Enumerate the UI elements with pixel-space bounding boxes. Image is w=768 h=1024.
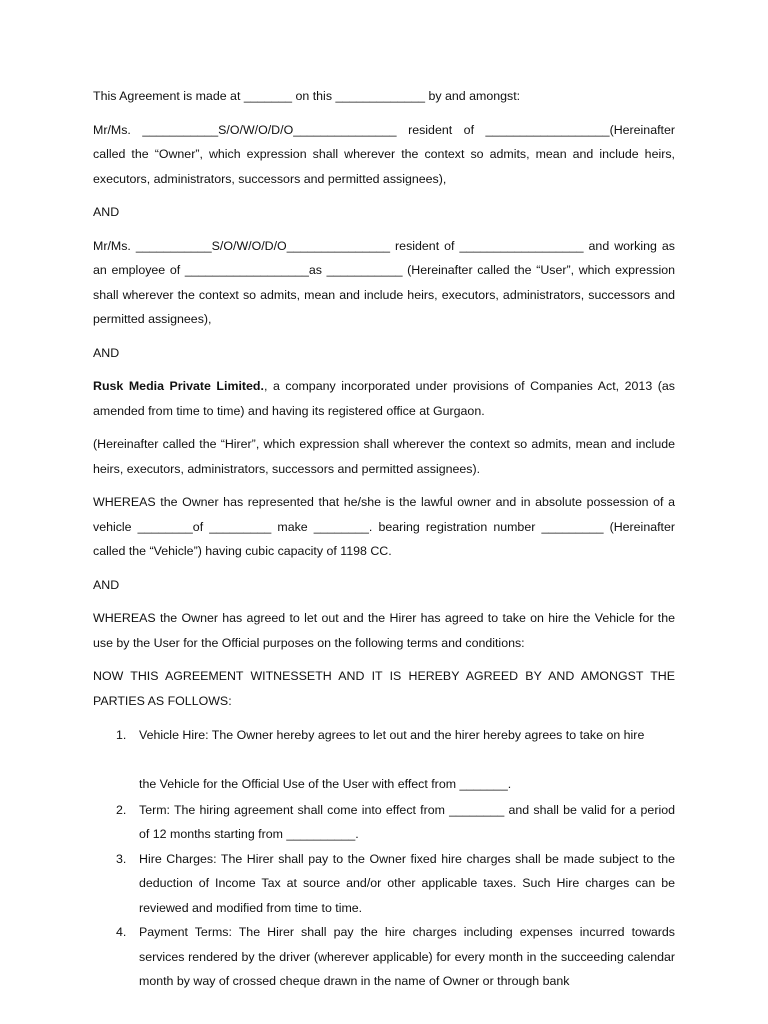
term-number: 4.	[116, 925, 127, 939]
hirer-clause: (Hereinafter called the “Hirer”, which expression shall wherever the context so admits, mean and include heirs, executors, administrators, successors and permitted assignees).	[93, 437, 675, 476]
company-name: Rusk Media Private Limited.	[93, 379, 264, 393]
term-text: Hire Charges: The Hirer shall pay to the Owner fixed hire charges shall be made subject to the deduction of Income Tax at source and/or other applicable taxes. Such Hire charges can be reviewed and modified from time to time.	[139, 851, 675, 915]
agreement-page	[93, 84, 675, 994]
term-text: Term: The hiring agreement shall come into effect from ________ and shall be valid for a period of 12 months starting from __________.	[139, 802, 675, 841]
whereas-hire: WHEREAS the Owner has agreed to let out and the Hirer has agreed to take on hire the Vehicle for the use by the User for the Official purposes on the following terms and conditions:	[93, 611, 675, 650]
term-text-line-b: the Vehicle for the Official Use of the User with effect from _______.	[139, 777, 512, 791]
user-clause: Mr/Ms. ___________S/O/W/O/D/O_______________ resident of __________________ and working as an employee of __________________as ___________ (Hereinafter called the “User”, which expression shall wherever the context so admits, mean and include heirs, executors, administrators, successors and permitted assignees),	[93, 238, 675, 326]
term-number: 1.	[116, 728, 127, 742]
and-separator-2: AND	[93, 345, 120, 360]
term-item-hire-charges	[93, 847, 675, 921]
company-clause-paragraph	[93, 374, 675, 423]
company-clause: , a company incorporated under provisions of Companies Act, 2013 (as amended from time to time) and having its registered office at Gurgaon.	[93, 379, 675, 418]
owner-clause: Mr/Ms. ___________S/O/W/O/D/O_______________ resident of __________________(Hereinafter called the “Owner”, which expression shall wherever the context so admits, mean and include heirs, executors, administrators, successors and permitted assignees),	[93, 122, 675, 186]
term-text-line-a: Vehicle Hire: The Owner hereby agrees to let out and the hirer hereby agrees to take on hire	[139, 728, 645, 742]
and-separator-3: AND	[93, 577, 120, 592]
whereas-ownership: WHEREAS the Owner has represented that he/she is the lawful owner and in absolute possession of a vehicle ________of _________ make ________. bearing registration number _________ (Hereinafter called the “Vehicle”) having cubic capacity of 1198 CC.	[93, 495, 675, 558]
term-number: 2.	[116, 802, 127, 817]
and-separator-1: AND	[93, 205, 120, 219]
terms-list	[93, 723, 675, 994]
term-item-payment-terms	[93, 920, 675, 994]
witnesseth-heading: NOW THIS AGREEMENT WITNESSETH AND IT IS HEREBY AGREED BY AND AMONGST THE PARTIES AS FOLLOWS:	[93, 669, 675, 708]
term-gap	[139, 748, 675, 773]
term-text: Payment Terms: The Hirer shall pay the hire charges including expenses incurred towards services rendered by the driver (wherever applicable) for every month in the succeeding calendar month by way of crossed cheque drawn in the name of Owner or through bank	[139, 925, 675, 988]
term-item-vehicle-hire	[93, 723, 675, 797]
term-number: 3.	[116, 851, 127, 866]
intro-paragraph: This Agreement is made at _______ on this _____________ by and amongst:	[93, 89, 521, 103]
term-item-term	[93, 798, 675, 847]
